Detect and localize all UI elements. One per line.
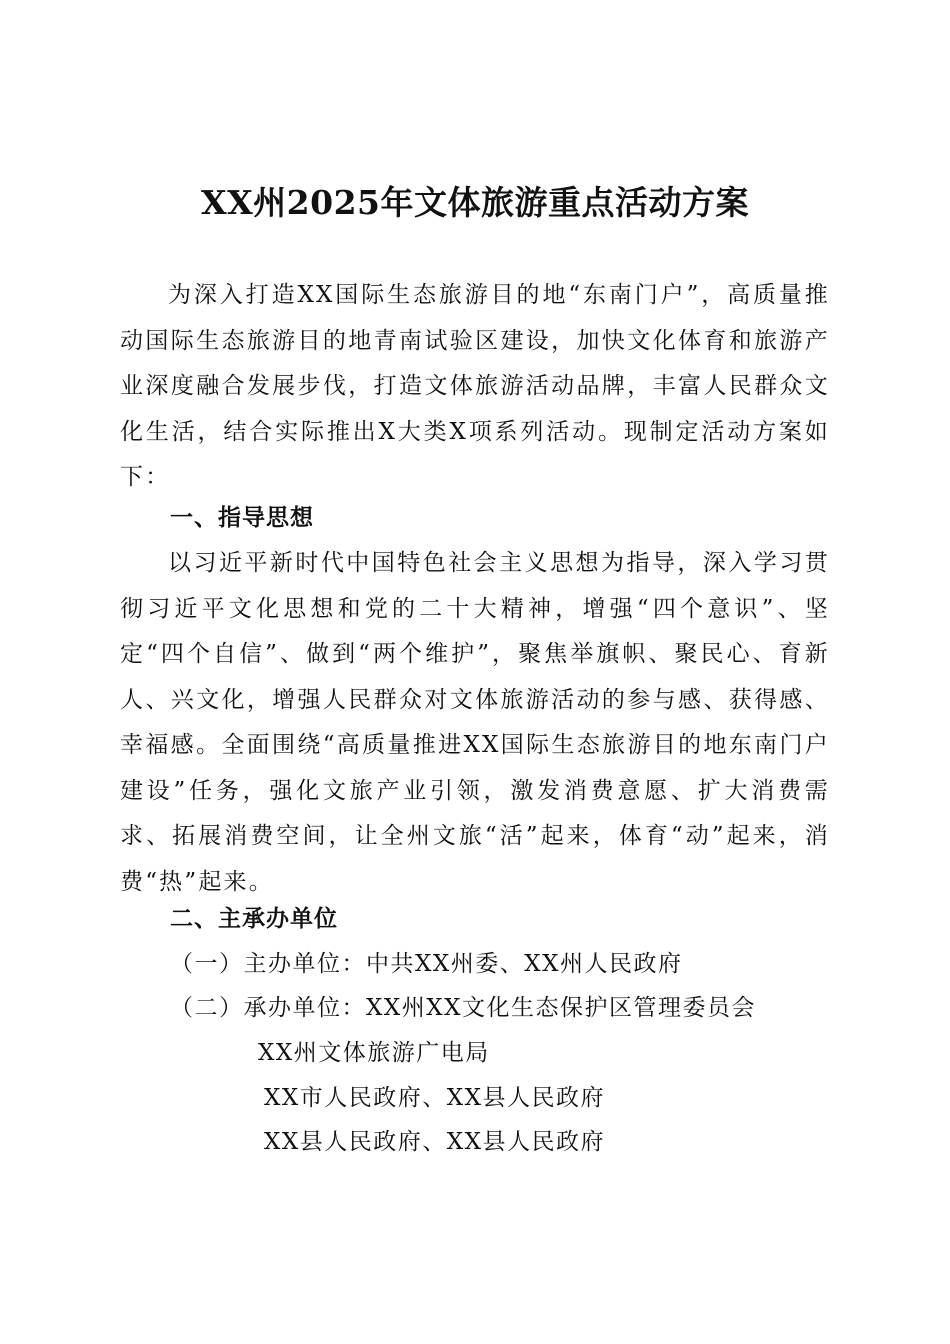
- organizer-list-item: XX县人民政府、XX县人民政府: [264, 1129, 605, 1155]
- section-heading-guiding-ideology: 一、指导思想: [170, 505, 314, 531]
- document-title: XX州2025年文体旅游重点活动方案: [200, 183, 750, 222]
- guiding-ideology-paragraph: 以习近平新时代中国特色社会主义思想为指导，深入学习贯彻习近平文化思想和党的二十大精神，增强“四个意识”、坚定“四个自信”、做到“两个维护”，聚焦举旗帜、聚民心、育新人、兴文化，增强人民群众对文体旅游活动的参与感、获得感、幸福感。全面围绕“高质量推进XX国际生态旅游目的地东南门户建设”任务，强化文旅产业引领，激发消费意愿、扩大消费需求、拓展消费空间，让全州文旅“活”起来，体育“动”起来，消费“热”起来。: [120, 550, 830, 895]
- sponsor-line: （一）主办单位：中共XX州委、XX州人民政府: [170, 951, 683, 977]
- intro-paragraph: 为深入打造XX国际生态旅游目的地“东南门户”，高质量推动国际生态旅游目的地青南试验区建设，加快文化体育和旅游产业深度融合发展步伐，打造文体旅游活动品牌，丰富人民群众文化生活，结合实际推出X大类X项系列活动。现制定活动方案如下：: [120, 282, 830, 490]
- organizer-line: （二）承办单位：XX州XX文化生态保护区管理委员会: [170, 995, 756, 1021]
- section-heading-organizers: 二、主承办单位: [170, 906, 338, 932]
- organizer-list-item: XX州文体旅游广电局: [258, 1040, 490, 1066]
- organizer-list-item: XX市人民政府、XX县人民政府: [264, 1085, 605, 1111]
